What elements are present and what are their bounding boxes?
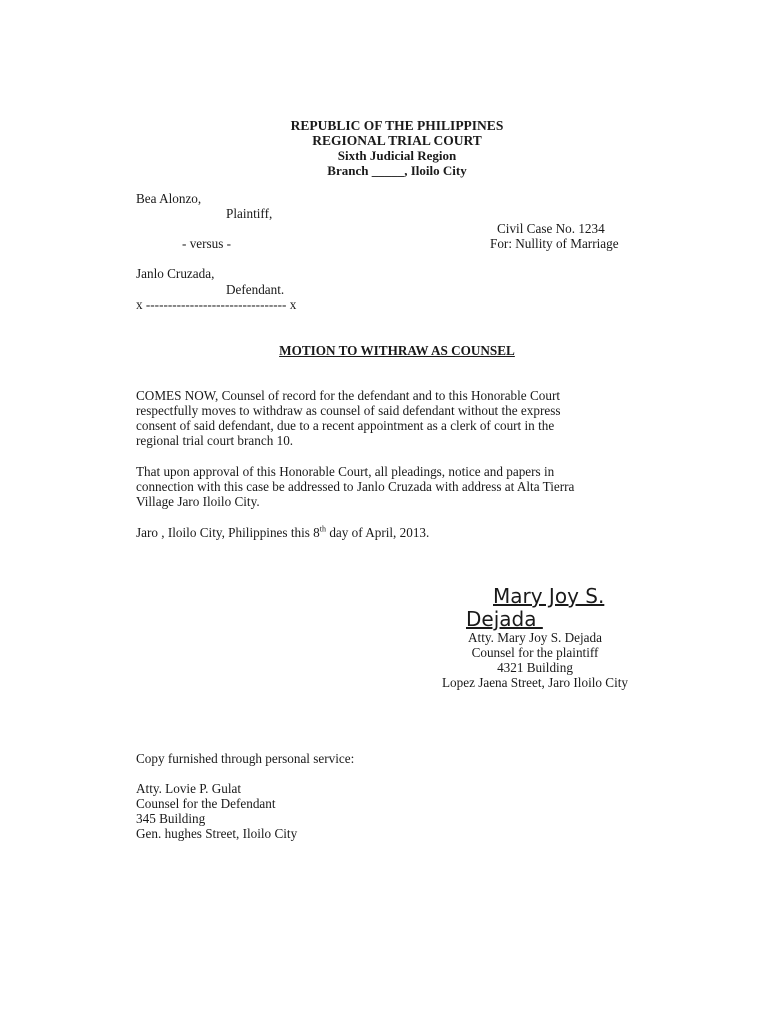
signature-script-line-2: Dejada [466,607,543,631]
date-text-post: day of April, 2013. [326,525,430,540]
date-suffix: th [319,524,327,534]
heading-region: Sixth Judicial Region [337,148,457,163]
paragraph-line: respectfully moves to withdraw as counsel of said defendant without the express [136,403,561,418]
paragraph-line: consent of said defendant, due to a recent appointment as a clerk of court in the [136,418,555,433]
body-paragraph-1 [136,388,656,448]
paragraph-line: Village Jaro Iloilo City. [136,494,260,509]
paragraph-line: regional trial court branch 10. [136,433,294,448]
motion-title: MOTION TO WITHRAW AS COUNSEL [279,343,515,358]
signature-script-line-1: Mary Joy S. [493,584,605,608]
heading-court: REGIONAL TRIAL COURT [312,133,482,148]
plaintiff-name: Bea Alonzo, [136,191,202,206]
signatory-name: Atty. Mary Joy S. Dejada [468,630,602,645]
copy-furnished-intro [136,751,656,766]
recipient-address-1: 345 Building [136,811,206,826]
signatory-address-2: Lopez Jaena Street, Jaro Iloilo City [441,675,629,690]
heading-branch: Branch _____, Iloilo City [327,163,467,178]
signatory-role: Counsel for the plaintiff [471,645,599,660]
signature-block [426,630,644,690]
defendant-role: Defendant. [226,282,285,297]
signatory-address-1: 4321 Building [497,660,573,675]
paragraph-line: That upon approval of this Honorable Court, all pleadings, notice and papers in [136,464,555,479]
date-line [136,525,656,540]
recipient-name: Atty. Lovie P. Gulat [136,781,242,796]
versus-label: - versus - [182,236,232,251]
defendant-name: Janlo Cruzada, [136,266,215,281]
paragraph-line: connection with this case be addressed to Janlo Cruzada with address at Alta Tierra [136,479,575,494]
body-paragraph-3 [136,525,656,540]
recipient-role: Counsel for the Defendant [136,796,276,811]
heading-republic: REPUBLIC OF THE PHILIPPINES [290,118,504,133]
case-nature: For: Nullity of Marriage [490,236,619,251]
plaintiff-role: Plaintiff, [226,206,273,221]
caption-separator: x -------------------------------- x [136,297,297,312]
copy-furnished-text: Copy furnished through personal service: [136,751,355,766]
body-paragraph-2 [136,464,656,509]
recipient-address-2: Gen. hughes Street, Iloilo City [136,826,298,841]
date-text-pre: Jaro , Iloilo City, Philippines this 8 [136,525,320,540]
case-number: Civil Case No. 1234 [497,221,605,236]
copy-furnished-recipient [136,781,656,841]
court-heading [0,118,768,178]
paragraph-line: COMES NOW, Counsel of record for the defendant and to this Honorable Court [136,388,560,403]
